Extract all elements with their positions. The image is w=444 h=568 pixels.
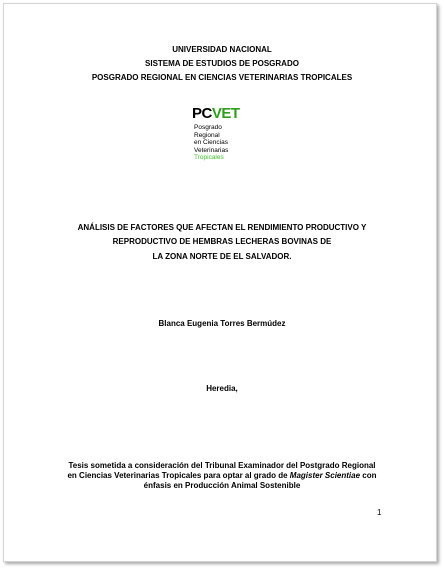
logo-text-line-5: Tropicales <box>194 154 224 162</box>
thesis-title-line-2: REPRODUCTIVO DE HEMBRAS LECHERAS BOVINAS DE <box>112 237 332 246</box>
degree-name: Magister Scientiae <box>289 471 361 480</box>
logo-text-line-4: Veterinarias <box>194 146 229 154</box>
program-name: POSGRADO REGIONAL EN CIENCIAS VETERINARIAS TROPICALES <box>91 73 353 82</box>
university-name: UNIVERSIDAD NACIONAL <box>172 45 272 54</box>
pcvet-logo <box>192 106 252 168</box>
page-number: 1 <box>377 508 382 517</box>
thesis-title-line-3: LA ZONA NORTE DE EL SALVADOR. <box>152 252 292 261</box>
submission-statement-line-3: énfasis en Producción Animal Sostenible <box>143 481 301 490</box>
thesis-title-line-1: ANÁLISIS DE FACTORES QUE AFECTAN EL RENDIMIENTO PRODUCTIVO Y <box>77 223 367 232</box>
logo-text-line-2: Regional <box>194 131 220 139</box>
logo-text-line-1: Posgrado <box>194 124 222 131</box>
graduate-system-name: SISTEMA DE ESTUDIOS DE POSGRADO <box>145 59 299 68</box>
pcvet-logo-mark: PCVET <box>192 105 240 122</box>
author-name: Blanca Eugenia Torres Bermúdez <box>158 319 286 328</box>
submission-statement-line-2: en Ciencias Veterinarias Tropicales para optar al grado de Magister Scientiae con <box>67 471 377 480</box>
place: Heredia, <box>206 384 238 393</box>
submission-statement-line-1: Tesis sometida a consideración del Tribunal Examinador del Postgrado Regional <box>68 461 376 470</box>
logo-text-line-3: en Ciencias <box>194 139 228 147</box>
